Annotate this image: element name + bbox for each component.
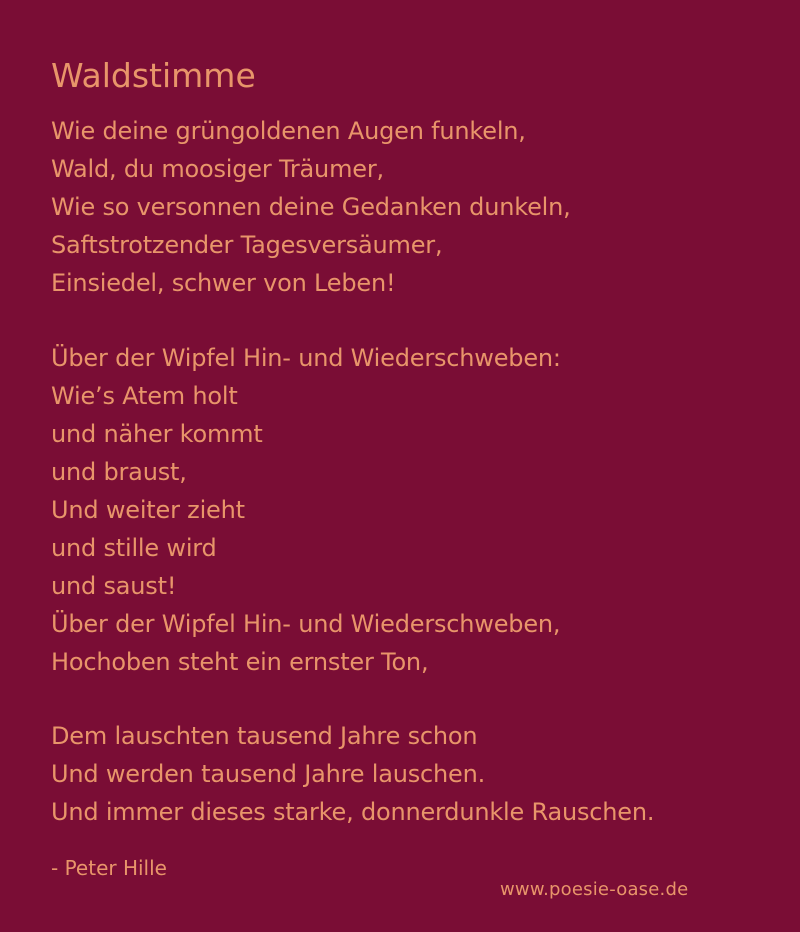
poem-line: und braust, <box>51 458 187 486</box>
poem-line: Und immer dieses starke, donnerdunkle Rauschen. <box>51 798 655 826</box>
website-credit: www.poesie-oase.de <box>500 879 689 900</box>
poem-line: Und werden tausend Jahre lauschen. <box>51 760 486 788</box>
stanza-2 <box>51 339 561 681</box>
poem-line: Über der Wipfel Hin- und Wiederschweben: <box>51 344 561 372</box>
poem-line: Hochoben steht ein ernster Ton, <box>51 648 429 676</box>
poem-line: Wie’s Atem holt <box>51 382 238 410</box>
poem-author: - Peter Hille <box>51 856 167 880</box>
stanza-1 <box>51 112 571 302</box>
poem-line: Über der Wipfel Hin- und Wiederschweben, <box>51 610 561 638</box>
poem-line: Wald, du moosiger Träumer, <box>51 155 384 183</box>
poem-line: Wie so versonnen deine Gedanken dunkeln, <box>51 193 571 221</box>
poem-line: und saust! <box>51 572 177 600</box>
stanza-3 <box>51 717 654 831</box>
poem-line: Einsiedel, schwer von Leben! <box>51 269 396 297</box>
poem-line: Wie deine grüngoldenen Augen funkeln, <box>51 117 526 145</box>
poem-title: Waldstimme <box>51 56 256 95</box>
poem-line: und näher kommt <box>51 420 263 448</box>
poem-line: Dem lauschten tausend Jahre schon <box>51 722 478 750</box>
poem-line: Und weiter zieht <box>51 496 245 524</box>
poem-line: und stille wird <box>51 534 217 562</box>
poem-line: Saftstrotzender Tagesversäumer, <box>51 231 443 259</box>
